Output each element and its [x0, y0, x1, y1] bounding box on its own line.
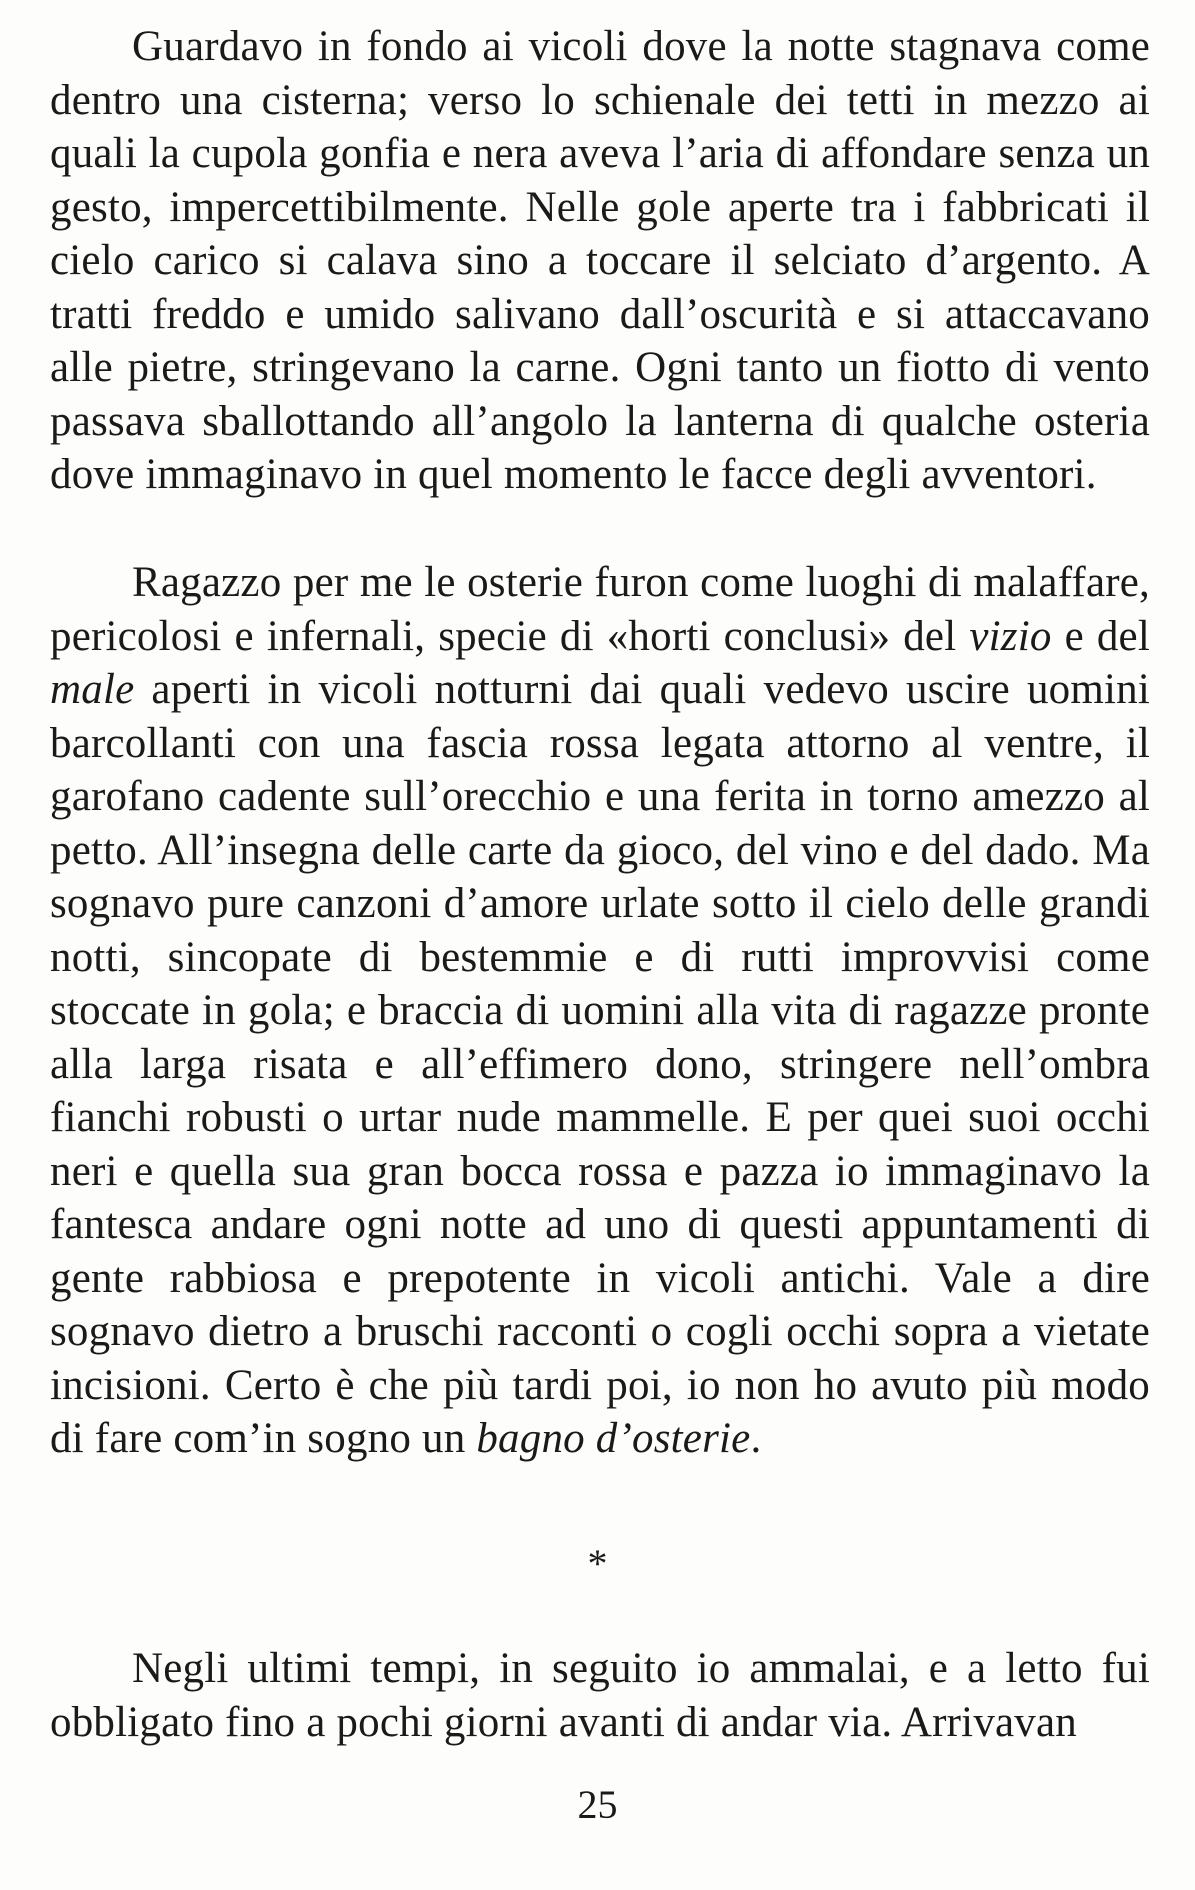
italic-word-male: male	[50, 666, 135, 713]
paragraph-2-segment-3: e del	[1051, 612, 1150, 660]
italic-word-vizio: vizio	[969, 612, 1052, 660]
paragraph-2-segment-5: aperti in vicoli notturni dai quali vedevo uscire uomini barcollanti con una fascia rossa legata attorno al ventre, il garofano cadente sull’orecchio e una ferita in torno amezzo al petto. All’insegna delle carte da gioco, del vino e del dado. Ma sognavo pure canzoni d’amore urlate sotto il cielo delle grandi notti, sincopate di bestemmie e di rutti improvvisi come stoccate in gola; e braccia di uomini alla vita di ragazze pronte alla larga risata e all’effimero dono, stringere nell’ombra fianchi robusti o urtar nude mammelle. E per quei suoi occhi neri e quella sua gran bocca rossa e pazza io immaginavo la fantesca andare ogni notte ad uno di questi appuntamenti di gente rabbiosa e prepotente in vicoli antichi. Vale a dire sognavo dietro a bruschi racconti o cogli occhi sopra a vietate incisioni. Certo è che più tardi poi, io non ho avuto più modo di fare com’in sogno un	[50, 666, 1150, 1462]
section-break-asterisk: *	[587, 1541, 608, 1586]
paragraph-3-text	[50, 1642, 1150, 1749]
page-number: 25	[577, 1782, 618, 1827]
paragraph-2-segment-1: Ragazzo per me le osterie furon come luoghi di malaffare, pericolosi e infernali, specie di «horti conclusi» del	[50, 559, 1150, 660]
paragraph-2-segment-7: .	[750, 1415, 762, 1462]
paragraph-2-text	[50, 556, 1150, 1466]
paragraph-3-segment-1: Negli ultimi tempi, in seguito io ammalai, e a letto fui obbligato fino a pochi giorni avanti di andar via. Arrivavan	[50, 1645, 1150, 1746]
paragraph-1-segment-1: Guardavo in fondo ai vicoli dove la notte stagnava come dentro una cisterna; verso lo schienale dei tetti in mezzo ai quali la cupola gonfia e nera aveva l’aria di affondare senza un gesto, impercettibilmente. Nelle gole aperte tra i fabbricati il cielo carico si calava sino a toccare il selciato d’argento. A tratti freddo e umido salivano dall’oscurità e si attaccavano alle pietre, stringevano la carne. Ogni tanto un fiotto di vento passava sballottando all’angolo la lanterna di qualche osteria dove immaginavo in quel momento le facce degli avventori.	[50, 23, 1150, 498]
paragraph-2	[50, 556, 1150, 1466]
paragraph-1-text	[50, 20, 1150, 502]
paragraph-3	[50, 1642, 1150, 1749]
paragraph-1	[50, 20, 1150, 502]
italic-phrase-bagno-d-osterie: bagno d’osterie	[476, 1415, 751, 1462]
